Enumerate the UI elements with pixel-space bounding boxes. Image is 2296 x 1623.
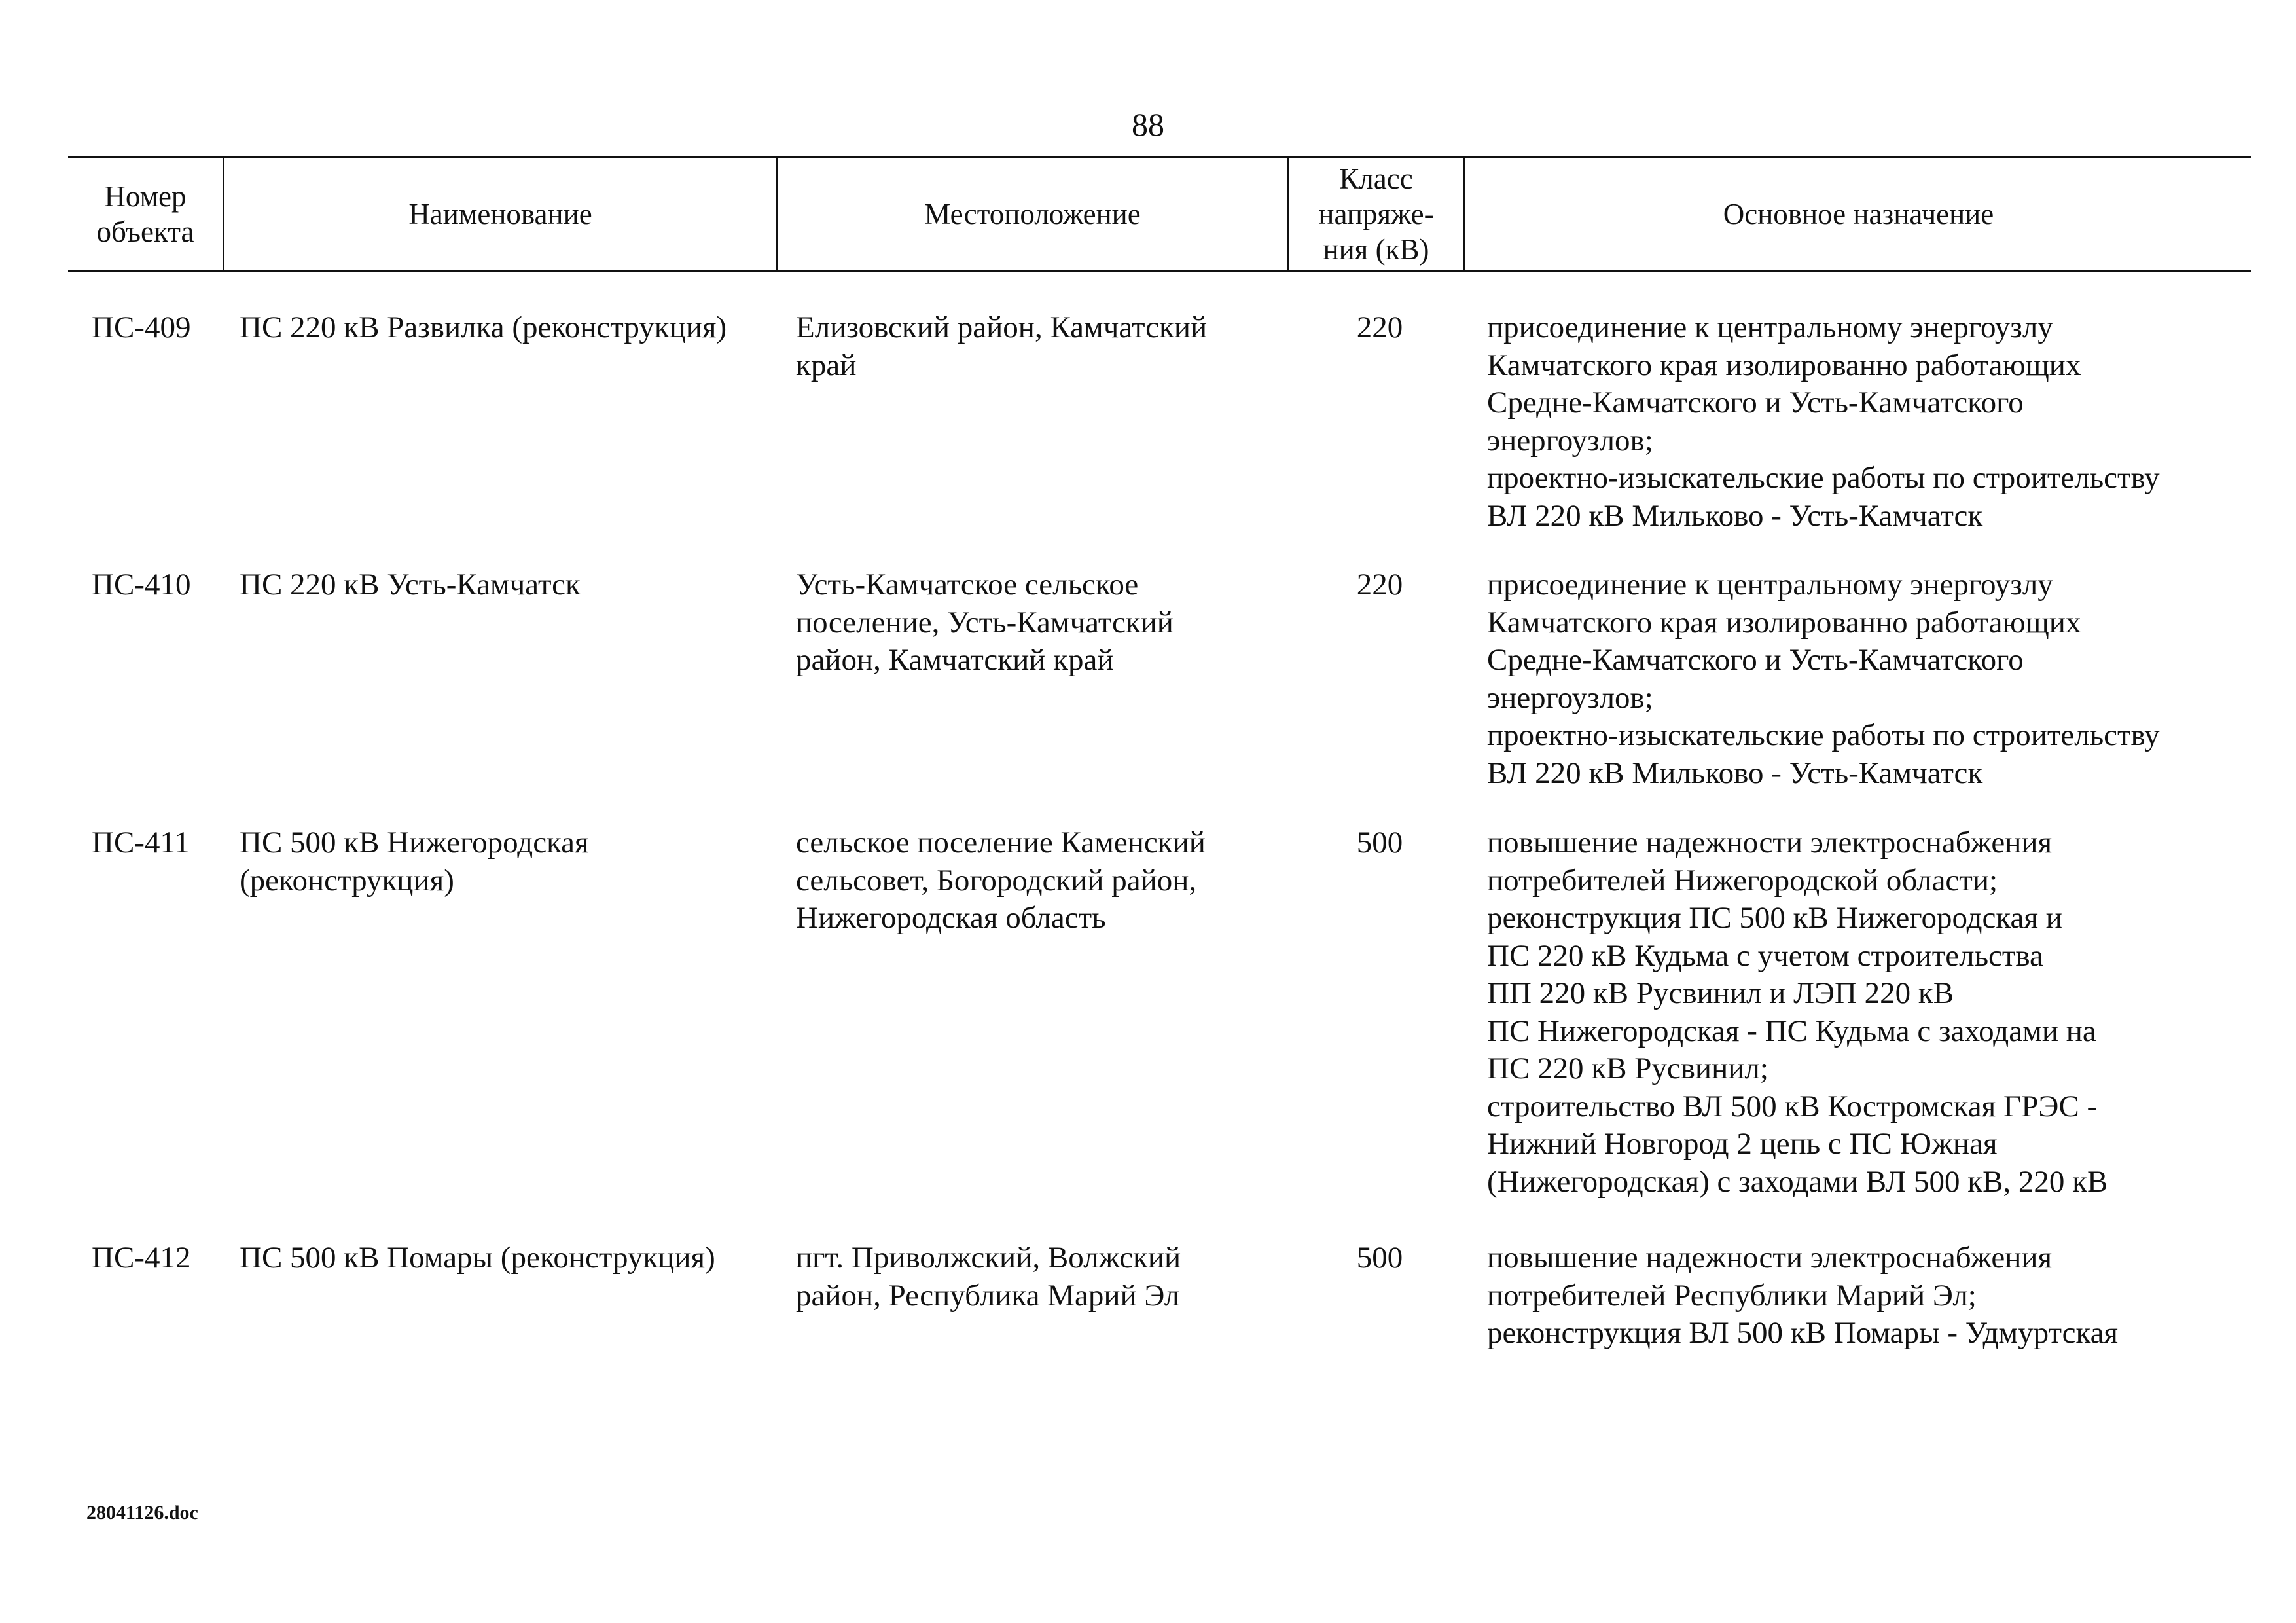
- header-location: Местоположение: [924, 198, 1141, 230]
- object-name: ПС 500 кВ Помары (реконструкция): [240, 1241, 715, 1275]
- object-voltage: 220: [1356, 568, 1403, 602]
- object-purpose: присоединение к центральному энергоузлу Камчатского края изолированно работающих Средне-Камчатского и Усть-Камчатского энергоузлов; проектно-изыскательские работы по строительству ВЛ 220 кВ Мильково - Усть-Камчатск: [1487, 568, 2160, 790]
- object-location: сельское поселение Каменский сельсовет, Богородский район, Нижегородская область: [796, 826, 1206, 935]
- object-number: ПС-412: [92, 1241, 191, 1275]
- header-name: Наименование: [408, 198, 592, 230]
- header-voltage: Класс напряже- ния (кВ): [1318, 162, 1434, 266]
- header-purpose: Основное назначение: [1723, 198, 1994, 230]
- header-bottom-rule: [68, 270, 2251, 272]
- object-location: Усть-Камчатское сельское поселение, Усть-Камчатский район, Камчатский край: [796, 568, 1174, 677]
- object-name: ПС 500 кВ Нижегородская (реконструкция): [240, 826, 589, 898]
- object-location: пгт. Приволжский, Волжский район, Республика Марий Эл: [796, 1241, 1181, 1313]
- object-voltage: 500: [1356, 826, 1403, 860]
- object-location: Елизовский район, Камчатский край: [796, 310, 1208, 382]
- object-purpose: присоединение к центральному энергоузлу Камчатского края изолированно работающих Средне-Камчатского и Усть-Камчатского энергоузлов; проектно-изыскательские работы по строительству ВЛ 220 кВ Мильково - Усть-Камчатск: [1487, 310, 2160, 533]
- object-number: ПС-409: [92, 310, 191, 344]
- header-number: Номер объекта: [96, 180, 194, 248]
- object-voltage: 500: [1356, 1241, 1403, 1275]
- object-name: ПС 220 кВ Усть-Камчатск: [240, 568, 581, 602]
- object-purpose: повышение надежности электроснабжения потребителей Нижегородской области; реконструкция ПС 500 кВ Нижегородская и ПС 220 кВ Кудьма с учетом строительства ПП 220 кВ Русвинил и ЛЭП 220 кВ ПС Нижегородская - ПС Кудьма с заходами на ПС 220 кВ Русвинил; строительство ВЛ 500 кВ Костромская ГРЭС - Нижний Новгород 2 цепь с ПС Южная (Нижегородская) с заходами ВЛ 500 кВ, 220 кВ: [1487, 826, 2108, 1199]
- object-number: ПС-410: [92, 568, 191, 602]
- object-purpose: повышение надежности электроснабжения потребителей Республики Марий Эл; реконструкция ВЛ 500 кВ Помары - Удмуртская: [1487, 1241, 2119, 1350]
- object-name: ПС 220 кВ Развилка (реконструкция): [240, 310, 727, 344]
- object-number: ПС-411: [92, 826, 190, 860]
- object-voltage: 220: [1356, 310, 1403, 344]
- file-name-footer: 28041126.doc: [86, 1502, 198, 1523]
- page-number: 88: [1132, 106, 1164, 143]
